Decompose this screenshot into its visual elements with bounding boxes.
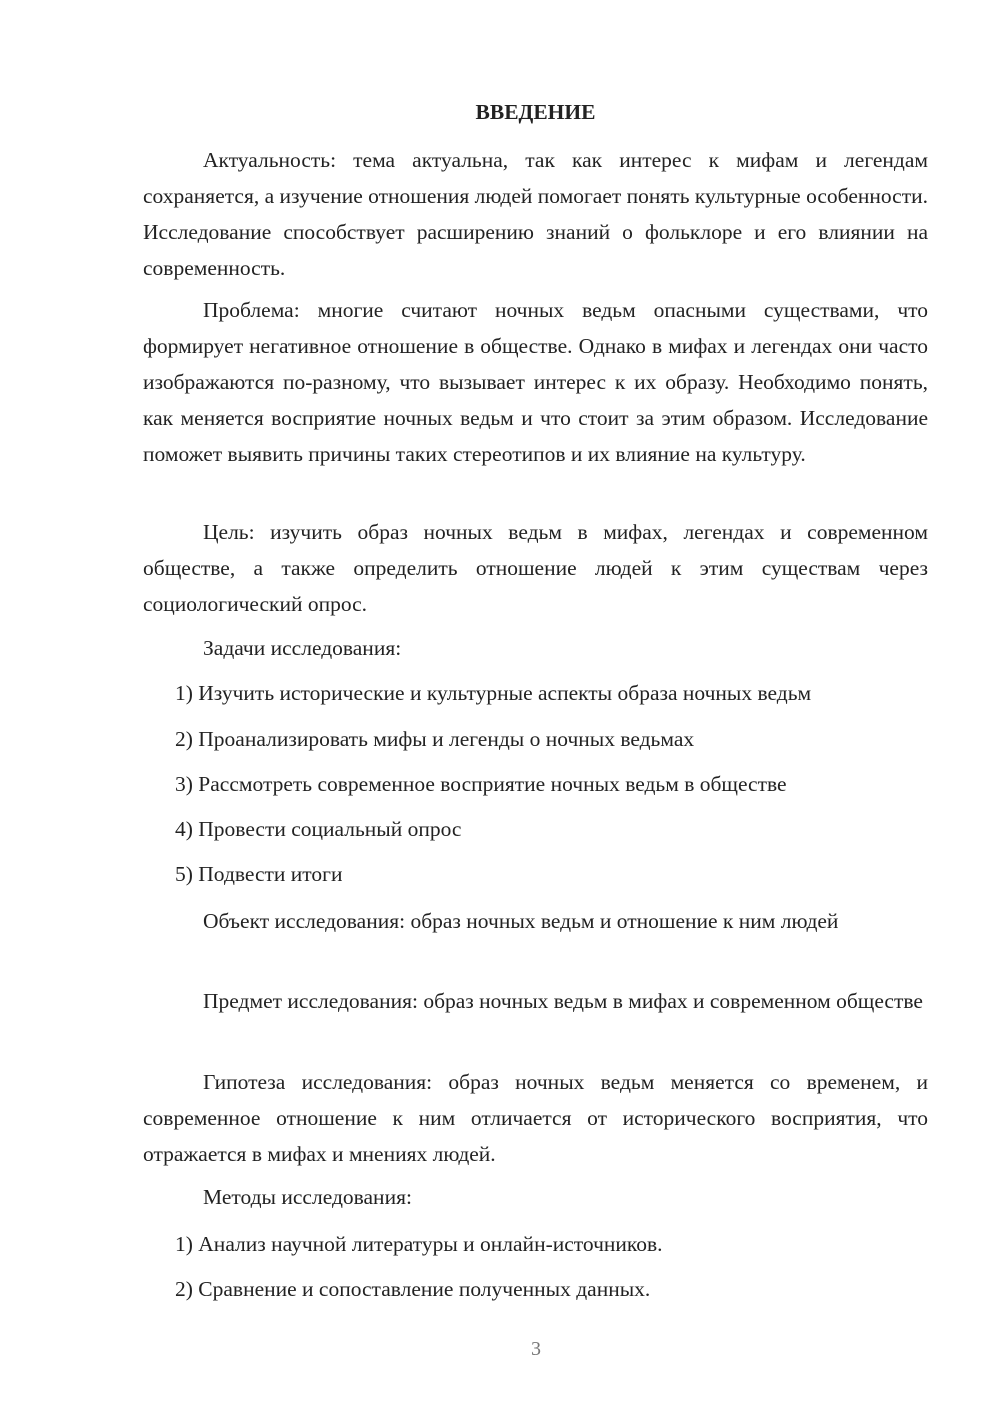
task-item-3: 3) Рассмотреть современное восприятие ночных ведьм в обществе <box>175 772 787 796</box>
object-paragraph: Объект исследования: образ ночных ведьм и отношение к ним людей <box>203 909 839 933</box>
methods-title: Методы исследования: <box>203 1185 412 1209</box>
task-item-1: 1) Изучить исторические и культурные аспекты образа ночных ведьм <box>175 681 812 705</box>
page-number: 3 <box>531 1338 541 1360</box>
section-heading: ВВЕДЕНИЕ <box>475 100 596 124</box>
tasks-title: Задачи исследования: <box>203 636 402 660</box>
method-item-2: 2) Сравнение и сопоставление полученных данных. <box>175 1277 651 1301</box>
goal-paragraph: Цель: изучить образ ночных ведьм в мифах, легендах и современном обществе, а также определить отношение людей к этим существам через социологический опрос. <box>143 520 928 616</box>
subject-paragraph: Предмет исследования: образ ночных ведьм в мифах и современном обществе <box>203 989 923 1013</box>
method-item-1: 1) Анализ научной литературы и онлайн-источников. <box>175 1232 663 1256</box>
hypothesis-paragraph: Гипотеза исследования: образ ночных ведьм меняется со временем, и современное отношение к ним отличается от исторического восприятия, что отражается в мифах и мнениях людей. <box>143 1070 928 1166</box>
problem-paragraph: Проблема: многие считают ночных ведьм опасными существами, что формирует негативное отношение в обществе. Однако в мифах и легендах они часто изображаются по-разному, что вызывает интерес к их образу. Необходимо понять, как меняется восприятие ночных ведьм и что стоит за этим образом. Исследование поможет выявить причины таких стереотипов и их влияние на культуру. <box>143 298 928 466</box>
task-item-2: 2) Проанализировать мифы и легенды о ночных ведьмах <box>175 727 695 751</box>
relevance-paragraph: Актуальность: тема актуальна, так как интерес к мифам и легендам сохраняется, а изучение отношения людей помогает понять культурные особенности. Исследование способствует расширению знаний о фольклоре и его влиянии на современность. <box>143 148 928 280</box>
task-item-5: 5) Подвести итоги <box>175 862 343 886</box>
task-item-4: 4) Провести социальный опрос <box>175 817 462 841</box>
